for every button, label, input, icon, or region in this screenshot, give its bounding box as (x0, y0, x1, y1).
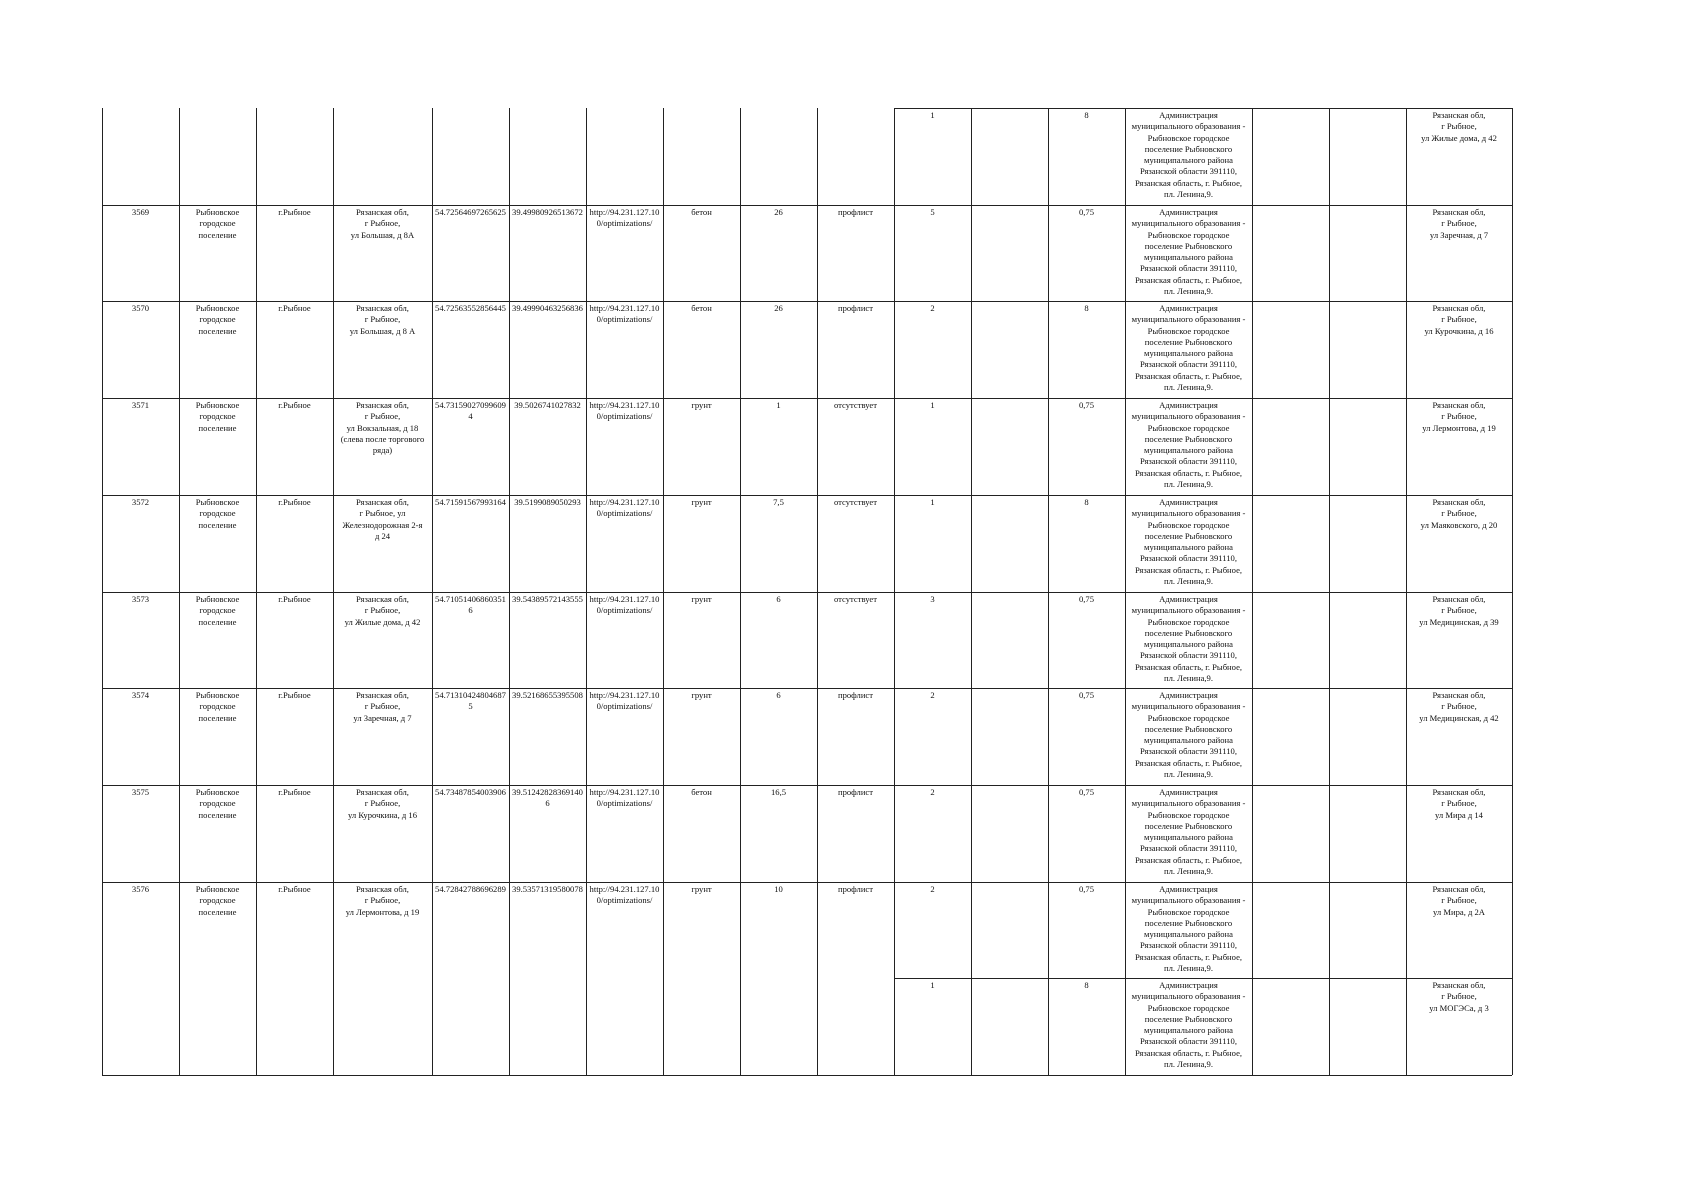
cell-address: Рязанская обл, г Рыбное, ул Железнодорожная 2-я д 24 (342, 497, 423, 541)
cell-address: Рязанская обл, г Рыбное, ул Лермонтова, д 19 (345, 884, 420, 917)
cell-volume: 8 (1084, 980, 1089, 990)
cell-sources: Рязанская обл, г Рыбное, ул Лермонтова, д 19 (1422, 400, 1496, 433)
cell-surface: грунт (691, 497, 712, 507)
cell-fence: профлист (837, 787, 873, 797)
row-divider (894, 978, 1512, 979)
cell-sources: Рязанская обл, г Рыбное, ул Мира, д 2А (1432, 884, 1486, 917)
cell-containers: 1 (930, 497, 935, 507)
cell-sources: Рязанская обл, г Рыбное, ул Мира д 14 (1432, 787, 1486, 820)
cell-surface: грунт (691, 690, 712, 700)
cell-address: Рязанская обл, г Рыбное, ул Большая, д 8А (350, 207, 415, 240)
row-divider (102, 688, 1512, 689)
cell-lat: 54.71310424804687 5 (435, 690, 506, 712)
row-divider (102, 592, 1512, 593)
cell-surface: грунт (691, 884, 712, 894)
cell-settlement: Рыбновское городское поселение (195, 400, 240, 433)
cell-containers: 2 (930, 690, 935, 700)
cell-owner: Администрация муниципального образования - Рыбновское городское поселение Рыбновского муниципального района Рязанской области 391110, Рязанская область, г. Рыбное, пл. Ленина,9. (1131, 497, 1246, 587)
cell-locality: г.Рыбное (278, 303, 311, 313)
cell-volume: 0,75 (1078, 400, 1095, 410)
cell-surface: грунт (691, 400, 712, 410)
cell-lon: 39.53571319580078 (512, 884, 583, 894)
cell-id: 3569 (131, 207, 150, 217)
cell-fence: отсутствует (834, 400, 877, 410)
cell-locality: г.Рыбное (278, 690, 311, 700)
cell-locality: г.Рыбное (278, 594, 311, 604)
cell-locality: г.Рыбное (278, 787, 311, 797)
data-table (102, 108, 1512, 1075)
cell-lon: 39.51242828369140 6 (512, 787, 583, 809)
cell-sources: Рязанская обл, г Рыбное, ул Заречная, д 7 (1429, 207, 1489, 240)
cell-owner: Администрация муниципального образования - Рыбновское городское поселение Рыбновского муниципального района Рязанской области 391110, Рязанская область, г. Рыбное, пл. Ленина,9. (1131, 690, 1246, 780)
cell-containers: 1 (930, 400, 935, 410)
cell-id: 3572 (131, 497, 150, 507)
cell-fence: профлист (837, 690, 873, 700)
cell-url: http://94.231.127.10 0/optimizations/ (589, 207, 660, 229)
cell-area: 1 (776, 400, 781, 410)
cell-volume: 0,75 (1078, 594, 1095, 604)
cell-volume: 8 (1084, 497, 1089, 507)
cell-sources: Рязанская обл, г Рыбное, ул Маяковского, д 20 (1420, 497, 1498, 530)
cell-fence: отсутствует (834, 594, 877, 604)
row-divider (102, 495, 1512, 496)
cell-settlement: Рыбновское городское поселение (195, 497, 240, 530)
cell-address: Рязанская обл, г Рыбное, ул Вокзальная, д 18 (слева после торгового ряда) (340, 400, 425, 456)
cell-url: http://94.231.127.10 0/optimizations/ (589, 884, 660, 906)
cell-address: Рязанская обл, г Рыбное, ул Жилые дома, д 42 (344, 594, 421, 627)
cell-settlement: Рыбновское городское поселение (195, 303, 240, 336)
cell-surface: бетон (691, 787, 712, 797)
cell-id: 3575 (131, 787, 150, 797)
cell-sources: Рязанская обл, г Рыбное, ул Жилые дома, д 42 (1421, 110, 1497, 143)
cell-containers: 2 (930, 884, 935, 894)
cell-owner: Администрация муниципального образования - Рыбновское городское поселение Рыбновского муниципального района Рязанской области 391110, Рязанская область, г. Рыбное, пл. Ленина,9. (1131, 787, 1246, 877)
cell-owner: Администрация муниципального образования - Рыбновское городское поселение Рыбновского муниципального района Рязанской области 391110, Рязанская область, г. Рыбное, пл. Ленина,9. (1131, 594, 1246, 684)
cell-locality: г.Рыбное (278, 497, 311, 507)
cell-sources: Рязанская обл, г Рыбное, ул Курочкина, д 16 (1424, 303, 1494, 336)
cell-address: Рязанская обл, г Рыбное, ул Заречная, д 7 (353, 690, 412, 723)
cell-locality: г.Рыбное (278, 400, 311, 410)
cell-containers: 1 (930, 110, 935, 120)
cell-locality: г.Рыбное (278, 884, 311, 894)
cell-id: 3574 (131, 690, 150, 700)
cell-owner: Администрация муниципального образования - Рыбновское городское поселение Рыбновского муниципального района Рязанской области 391110, Рязанская область, г. Рыбное, пл. Ленина,9. (1131, 110, 1246, 200)
cell-volume: 0,75 (1078, 207, 1095, 217)
cell-area: 26 (774, 303, 783, 313)
cell-volume: 0,75 (1078, 787, 1095, 797)
cell-owner: Администрация муниципального образования - Рыбновское городское поселение Рыбновского муниципального района Рязанской области 391110, Рязанская область, г. Рыбное, пл. Ленина,9. (1131, 980, 1246, 1070)
row-divider (102, 398, 1512, 399)
cell-lon: 39.49990463256836 (512, 303, 583, 313)
cell-owner: Администрация муниципального образования - Рыбновское городское поселение Рыбновского муниципального района Рязанской области 391110, Рязанская область, г. Рыбное, пл. Ленина,9. (1131, 303, 1246, 393)
cell-owner: Администрация муниципального образования - Рыбновское городское поселение Рыбновского муниципального района Рязанской области 391110, Рязанская область, г. Рыбное, пл. Ленина,9. (1131, 207, 1246, 297)
cell-id: 3570 (131, 303, 150, 313)
cell-lat: 54.72563552856445 (435, 303, 506, 313)
cell-fence: профлист (837, 207, 873, 217)
cell-fence: профлист (837, 303, 873, 313)
cell-area: 10 (774, 884, 783, 894)
cell-lon: 39.5199089050293 (514, 497, 581, 507)
row-divider (102, 882, 1512, 883)
cell-lat: 54.72564697265625 (435, 207, 506, 217)
cell-lat: 54.71591567993164 (435, 497, 506, 507)
cell-lat: 54.73487854003906 (435, 787, 506, 797)
cell-containers: 2 (930, 303, 935, 313)
cell-containers: 1 (930, 980, 935, 990)
cell-area: 26 (774, 207, 783, 217)
cell-lon: 39.5026741027832 (514, 400, 581, 410)
cell-lat: 54.73159027099609 4 (435, 400, 506, 422)
cell-volume: 8 (1084, 303, 1089, 313)
cell-locality: г.Рыбное (278, 207, 311, 217)
cell-settlement: Рыбновское городское поселение (195, 690, 240, 723)
cell-url: http://94.231.127.10 0/optimizations/ (589, 303, 660, 325)
cell-address: Рязанская обл, г Рыбное, ул Большая, д 8 А (349, 303, 416, 336)
cell-settlement: Рыбновское городское поселение (195, 594, 240, 627)
row-divider (102, 785, 1512, 786)
column-divider (1512, 108, 1513, 1075)
cell-sources: Рязанская обл, г Рыбное, ул Медицинская, д 39 (1419, 594, 1499, 627)
cell-lon: 39.49980926513672 (512, 207, 583, 217)
cell-id: 3573 (131, 594, 150, 604)
cell-containers: 3 (930, 594, 935, 604)
cell-id: 3571 (131, 400, 150, 410)
cell-containers: 2 (930, 787, 935, 797)
cell-surface: бетон (691, 303, 712, 313)
cell-area: 16,5 (770, 787, 787, 797)
cell-sources: Рязанская обл, г Рыбное, ул МОГЭСа, д 3 (1429, 980, 1489, 1013)
cell-area: 6 (776, 594, 781, 604)
cell-volume: 8 (1084, 110, 1089, 120)
cell-volume: 0,75 (1078, 884, 1095, 894)
cell-area: 6 (776, 690, 781, 700)
cell-volume: 0,75 (1078, 690, 1095, 700)
cell-fence: профлист (837, 884, 873, 894)
cell-lat: 54.71051406860351 6 (435, 594, 506, 616)
cell-url: http://94.231.127.10 0/optimizations/ (589, 594, 660, 616)
cell-lon: 39.52168655395508 (512, 690, 583, 700)
cell-settlement: Рыбновское городское поселение (195, 787, 240, 820)
row-divider (102, 1075, 1512, 1076)
cell-lat: 54.72842788696289 (435, 884, 506, 894)
row-divider (102, 301, 1512, 302)
cell-area: 7,5 (773, 497, 784, 507)
cell-settlement: Рыбновское городское поселение (195, 207, 240, 240)
cell-id: 3576 (131, 884, 150, 894)
row-divider (894, 108, 1512, 109)
cell-url: http://94.231.127.10 0/optimizations/ (589, 497, 660, 519)
cell-sources: Рязанская обл, г Рыбное, ул Медицинская, д 42 (1419, 690, 1499, 723)
cell-settlement: Рыбновское городское поселение (195, 884, 240, 917)
row-divider (102, 205, 1512, 206)
cell-lon: 39.54389572143555 (512, 594, 583, 604)
cell-containers: 5 (930, 207, 935, 217)
cell-owner: Администрация муниципального образования - Рыбновское городское поселение Рыбновского муниципального района Рязанской области 391110, Рязанская область, г. Рыбное, пл. Ленина,9. (1131, 400, 1246, 490)
cell-url: http://94.231.127.10 0/optimizations/ (589, 690, 660, 712)
cell-owner: Администрация муниципального образования - Рыбновское городское поселение Рыбновского муниципального района Рязанской области 391110, Рязанская область, г. Рыбное, пл. Ленина,9. (1131, 884, 1246, 974)
cell-url: http://94.231.127.10 0/optimizations/ (589, 400, 660, 422)
cell-fence: отсутствует (834, 497, 877, 507)
cell-surface: бетон (691, 207, 712, 217)
cell-surface: грунт (691, 594, 712, 604)
cell-url: http://94.231.127.10 0/optimizations/ (589, 787, 660, 809)
cell-address: Рязанская обл, г Рыбное, ул Курочкина, д 16 (347, 787, 418, 820)
